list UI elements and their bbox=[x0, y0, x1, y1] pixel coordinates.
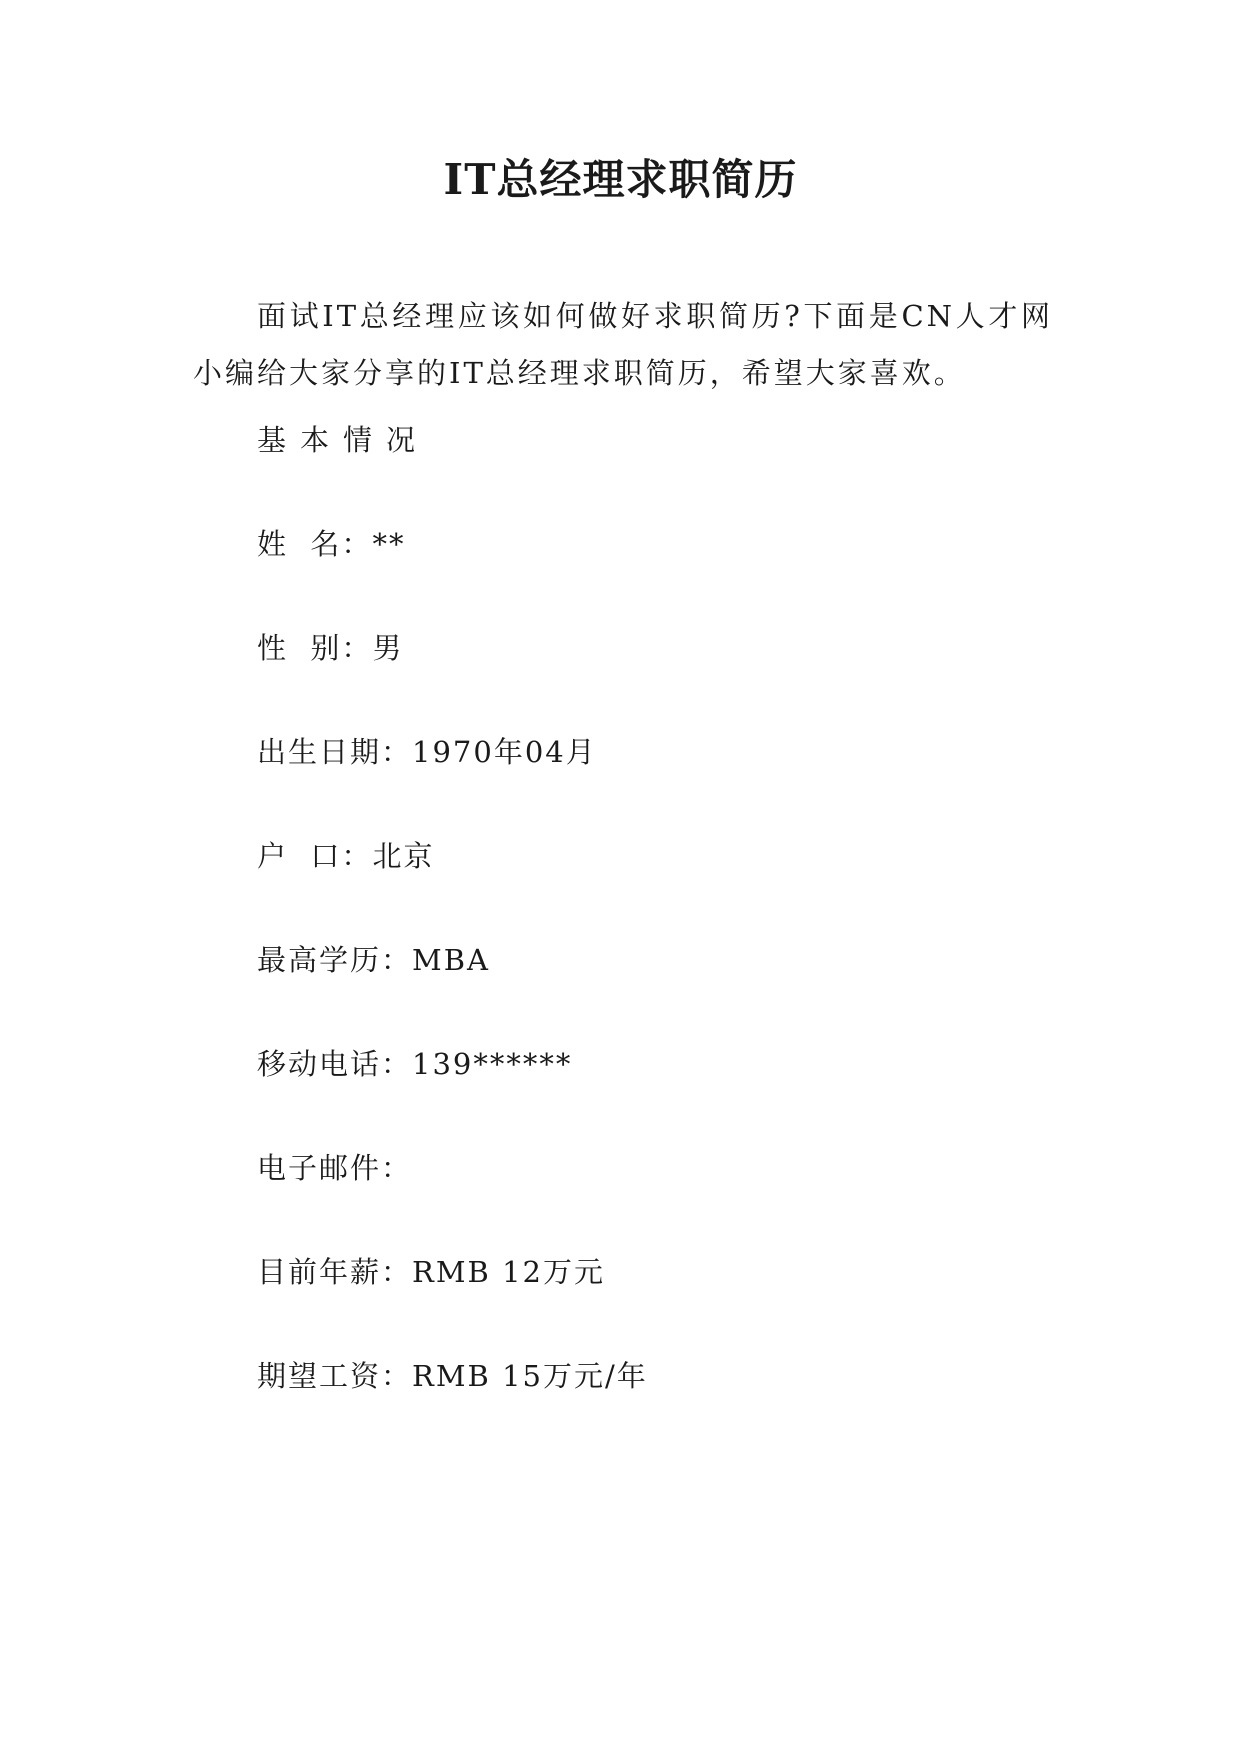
field-birthdate bbox=[257, 732, 597, 772]
field-education bbox=[257, 940, 490, 980]
field-value: MBA bbox=[412, 943, 490, 977]
field-label: 目前年薪： bbox=[257, 1255, 413, 1289]
field-value: RMB 15万元/年 bbox=[412, 1359, 648, 1393]
field-mobile bbox=[257, 1044, 572, 1084]
field-label: 期望工资： bbox=[257, 1359, 413, 1393]
field-label: 姓 名： bbox=[257, 527, 373, 561]
field-label: 电子邮件： bbox=[257, 1151, 413, 1185]
field-name bbox=[257, 524, 405, 564]
field-current-salary bbox=[257, 1252, 605, 1292]
field-hukou bbox=[257, 836, 434, 876]
field-value: RMB 12万元 bbox=[412, 1255, 605, 1289]
field-label: 性 别： bbox=[257, 631, 373, 665]
field-label: 出生日期： bbox=[257, 735, 413, 769]
section-heading: 基本情况 bbox=[257, 423, 430, 457]
field-label: 户 口： bbox=[257, 839, 373, 873]
field-value: 北京 bbox=[372, 839, 435, 873]
document-title: IT总经理求职简历 bbox=[443, 155, 798, 204]
field-expected-salary bbox=[257, 1356, 648, 1396]
field-email bbox=[257, 1148, 412, 1188]
field-label: 最高学历： bbox=[257, 943, 413, 977]
field-value: 1970年04月 bbox=[412, 735, 597, 769]
intro-paragraph: 面试IT总经理应该如何做好求职简历?下面是CN人才网小编给大家分享的IT总经理求职简历，希望大家喜欢。 bbox=[193, 299, 1053, 390]
field-gender bbox=[257, 628, 403, 668]
field-value: 139****** bbox=[412, 1047, 573, 1081]
field-value: 男 bbox=[372, 631, 404, 665]
field-value: ** bbox=[372, 527, 406, 561]
field-label: 移动电话： bbox=[257, 1047, 413, 1081]
